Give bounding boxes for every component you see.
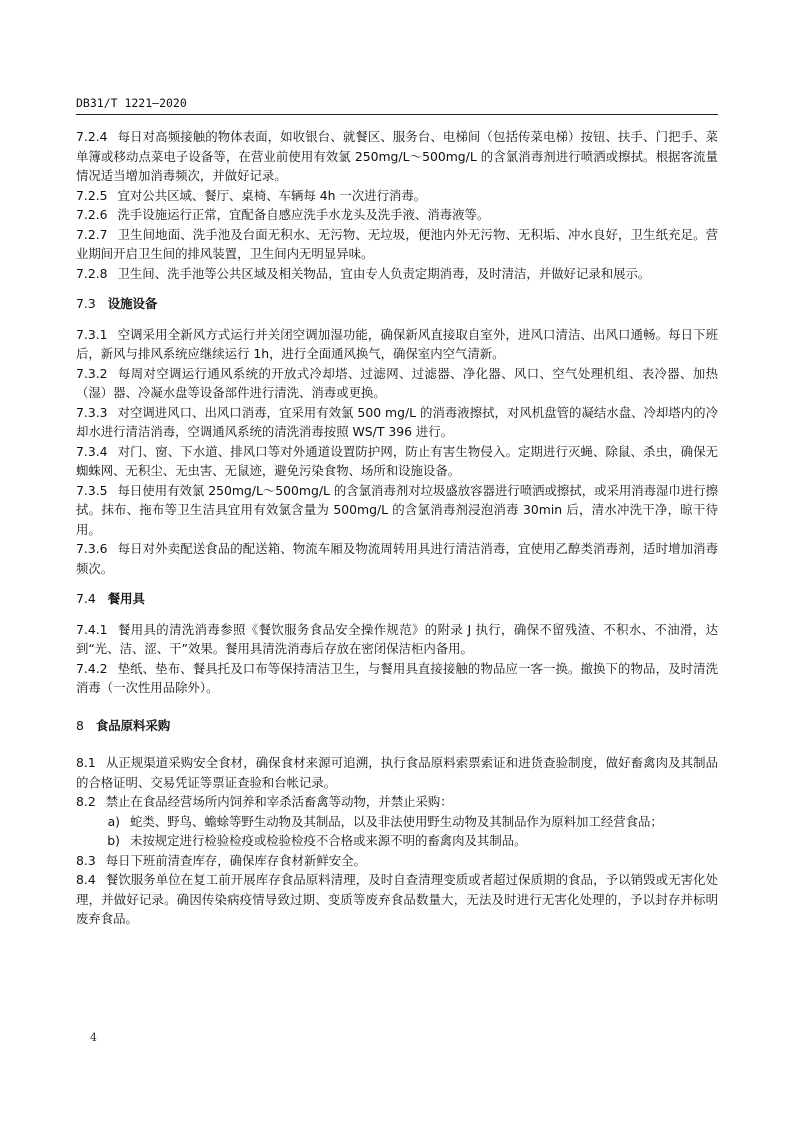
list-item <box>76 812 718 832</box>
clause-text: 餐用具的清洗消毒参照《餐饮服务食品安全操作规范》的附录 J 执行，确保不留残渣、不积水、不油滑，达到“光、洁、涩、干”效果。餐用具清洗消毒后存放在密闭保洁柜内备用。 <box>76 621 718 656</box>
clause-number: 7.3.3 <box>76 404 108 420</box>
clause-number: 7.4 <box>76 591 96 606</box>
clause-number: a) <box>107 813 120 829</box>
clause-number: 8.1 <box>76 755 96 770</box>
clause-paragraph <box>76 205 718 225</box>
clause-text: 餐用具 <box>107 591 145 606</box>
clause-number: 7.3.5 <box>76 482 108 498</box>
clause-paragraph <box>76 264 718 284</box>
clause-text: 禁止在食品经营场所内饲养和宰杀活畜禽等动物，并禁止采购： <box>105 794 453 809</box>
document-body <box>76 127 718 929</box>
clause-text: 每周对空调运行通风系统的开放式冷却塔、过滤网、过滤器、净化器、风口、空气处理机组、表冷器、加热（湿）器、冷凝水盘等设备部件进行清洗、消毒或更换。 <box>76 365 718 400</box>
clause-paragraph <box>76 403 718 442</box>
clause-text: 垫纸、垫布、餐具托及口布等保持清洁卫生，与餐用具直接接触的物品应一客一换。撤换下的物品，及时清洗消毒（一次性用品除外）。 <box>76 660 718 695</box>
clause-text: 宜对公共区域、餐厅、桌椅、车辆每 4h 一次进行消毒。 <box>117 187 427 203</box>
section-heading <box>76 589 718 609</box>
clause-paragraph <box>76 127 718 186</box>
clause-number: 7.2.5 <box>76 187 108 203</box>
clause-number: 8.4 <box>76 872 96 887</box>
clause-text: 未按规定进行检验检疫或检验检疫不合格或来源不明的畜禽肉及其制品。 <box>130 833 527 848</box>
clause-text: 对门、窗、下水道、排风口等对外通道设置防护网，防止有害生物侵入。定期进行灭蝇、除鼠、杀虫，确保无蜘蛛网、无积尘、无虫害、无鼠迹，避免污染食物、场所和设施设备。 <box>76 443 718 478</box>
clause-text: 对空调进风口、出风口消毒，宜采用有效氯 500 mg/L 的消毒液擦拭，对风机盘管的凝结水盘、冷却塔内的冷却水进行清洁消毒，空调通风系统的清洗消毒按照 WS/T 396 进行。 <box>76 404 718 439</box>
clause-text: 卫生间、洗手池等公共区域及相关物品，宜由专人负责定期消毒，及时清洁，并做好记录和展示。 <box>117 265 651 281</box>
clause-text: 设施设备 <box>107 296 158 311</box>
clause-number: 7.4.2 <box>76 660 108 676</box>
clause-number: b) <box>107 833 120 848</box>
clause-number: 7.3 <box>76 296 96 311</box>
clause-number: 7.3.2 <box>76 365 108 381</box>
section-heading <box>76 294 718 314</box>
clause-paragraph <box>76 620 718 659</box>
clause-number: 7.2.7 <box>76 226 108 242</box>
clause-text: 每日对外卖配送食品的配送箱、物流车厢及物流周转用具进行清洁消毒，宜使用乙醇类消毒剂，适时增加消毒频次。 <box>76 541 718 576</box>
clause-paragraph <box>76 870 718 929</box>
clause-number: 7.3.6 <box>76 541 108 556</box>
clause-paragraph <box>76 364 718 403</box>
clause-text: 每日下班前清查库存，确保库存食材新鲜安全。 <box>105 852 366 868</box>
clause-text: 食品原料采购 <box>95 717 171 733</box>
header-divider <box>76 114 718 115</box>
page-number: 4 <box>90 1031 97 1044</box>
clause-text: 洗手设施运行正常，宜配备自感应洗手水龙头及洗手液、消毒液等。 <box>117 207 490 222</box>
clause-text: 卫生间地面、洗手池及台面无积水、无污物、无垃圾，便池内外无污物、无积垢、冲水良好，卫生纸充足。营业期间开启卫生间的排风装置，卫生间内无明显异味。 <box>76 226 718 261</box>
clause-paragraph <box>76 325 718 364</box>
clause-number: 7.2.4 <box>76 129 108 144</box>
clause-paragraph <box>76 659 718 698</box>
clause-number: 7.4.1 <box>76 621 108 637</box>
clause-text: 每日使用有效氯 250mg/L～500mg/L 的含氯消毒剂对垃圾盛放容器进行喷洒或擦拭，或采用消毒湿巾进行擦拭。抹布、拖布等卫生洁具宜用有效氯含量为 500mg/L 的含氯消毒剂浸泡消毒 30min 后，清水冲洗干净，晾干待用。 <box>76 482 718 537</box>
clause-text: 空调采用全新风方式运行并关闭空调加湿功能，确保新风直接取自室外，进风口清洁、出风口通畅。每日下班后，新风与排风系统应继续运行 1h，进行全面通风换气，确保室内空气清新。 <box>76 326 718 361</box>
list-item <box>76 831 718 851</box>
clause-paragraph <box>76 753 718 792</box>
clause-number: 8.3 <box>76 852 96 868</box>
clause-number: 8.2 <box>76 794 96 809</box>
clause-number: 7.3.1 <box>76 326 108 342</box>
clause-paragraph <box>76 225 718 264</box>
clause-text: 餐饮服务单位在复工前开展库存食品原料清理，及时自查清理变质或者超过保质期的食品，予以销毁或无害化处理，并做好记录。确因传染病疫情导致过期、变质等废弃食品数量大，无法及时进行无害化处理的，予以封存并标明废弃食品。 <box>76 872 718 926</box>
clause-number: 7.2.6 <box>76 207 108 222</box>
clause-paragraph <box>76 539 718 578</box>
clause-text: 每日对高频接触的物体表面，如收银台、就餐区、服务台、电梯间（包括传菜电梯）按钮、扶手、门把手、菜单簿或移动点菜电子设备等，在营业前使用有效氯 250mg/L～500mg/L 的含氯消毒剂进行喷洒或擦拭。根据客流量情况适当增加消毒频次，并做好记录。 <box>76 129 718 183</box>
clause-paragraph <box>76 851 718 871</box>
chapter-heading <box>76 716 718 736</box>
clause-paragraph <box>76 481 718 540</box>
clause-number: 7.2.8 <box>76 265 108 281</box>
clause-number: 8 <box>76 717 84 733</box>
clause-paragraph <box>76 442 718 481</box>
clause-paragraph <box>76 792 718 812</box>
clause-text: 蛇类、野鸟、蟾蜍等野生动物及其制品，以及非法使用野生动物及其制品作为原料加工经营食品； <box>130 813 663 829</box>
clause-text: 从正规渠道采购安全食材，确保食材来源可追溯，执行食品原料索票索证和进货查验制度，做好畜禽肉及其制品的合格证明、交易凭证等票证查验和台帐记录。 <box>76 755 718 790</box>
clause-paragraph <box>76 186 718 206</box>
clause-number: 7.3.4 <box>76 443 108 459</box>
document-code: DB31/T 1221—2020 <box>76 96 187 110</box>
